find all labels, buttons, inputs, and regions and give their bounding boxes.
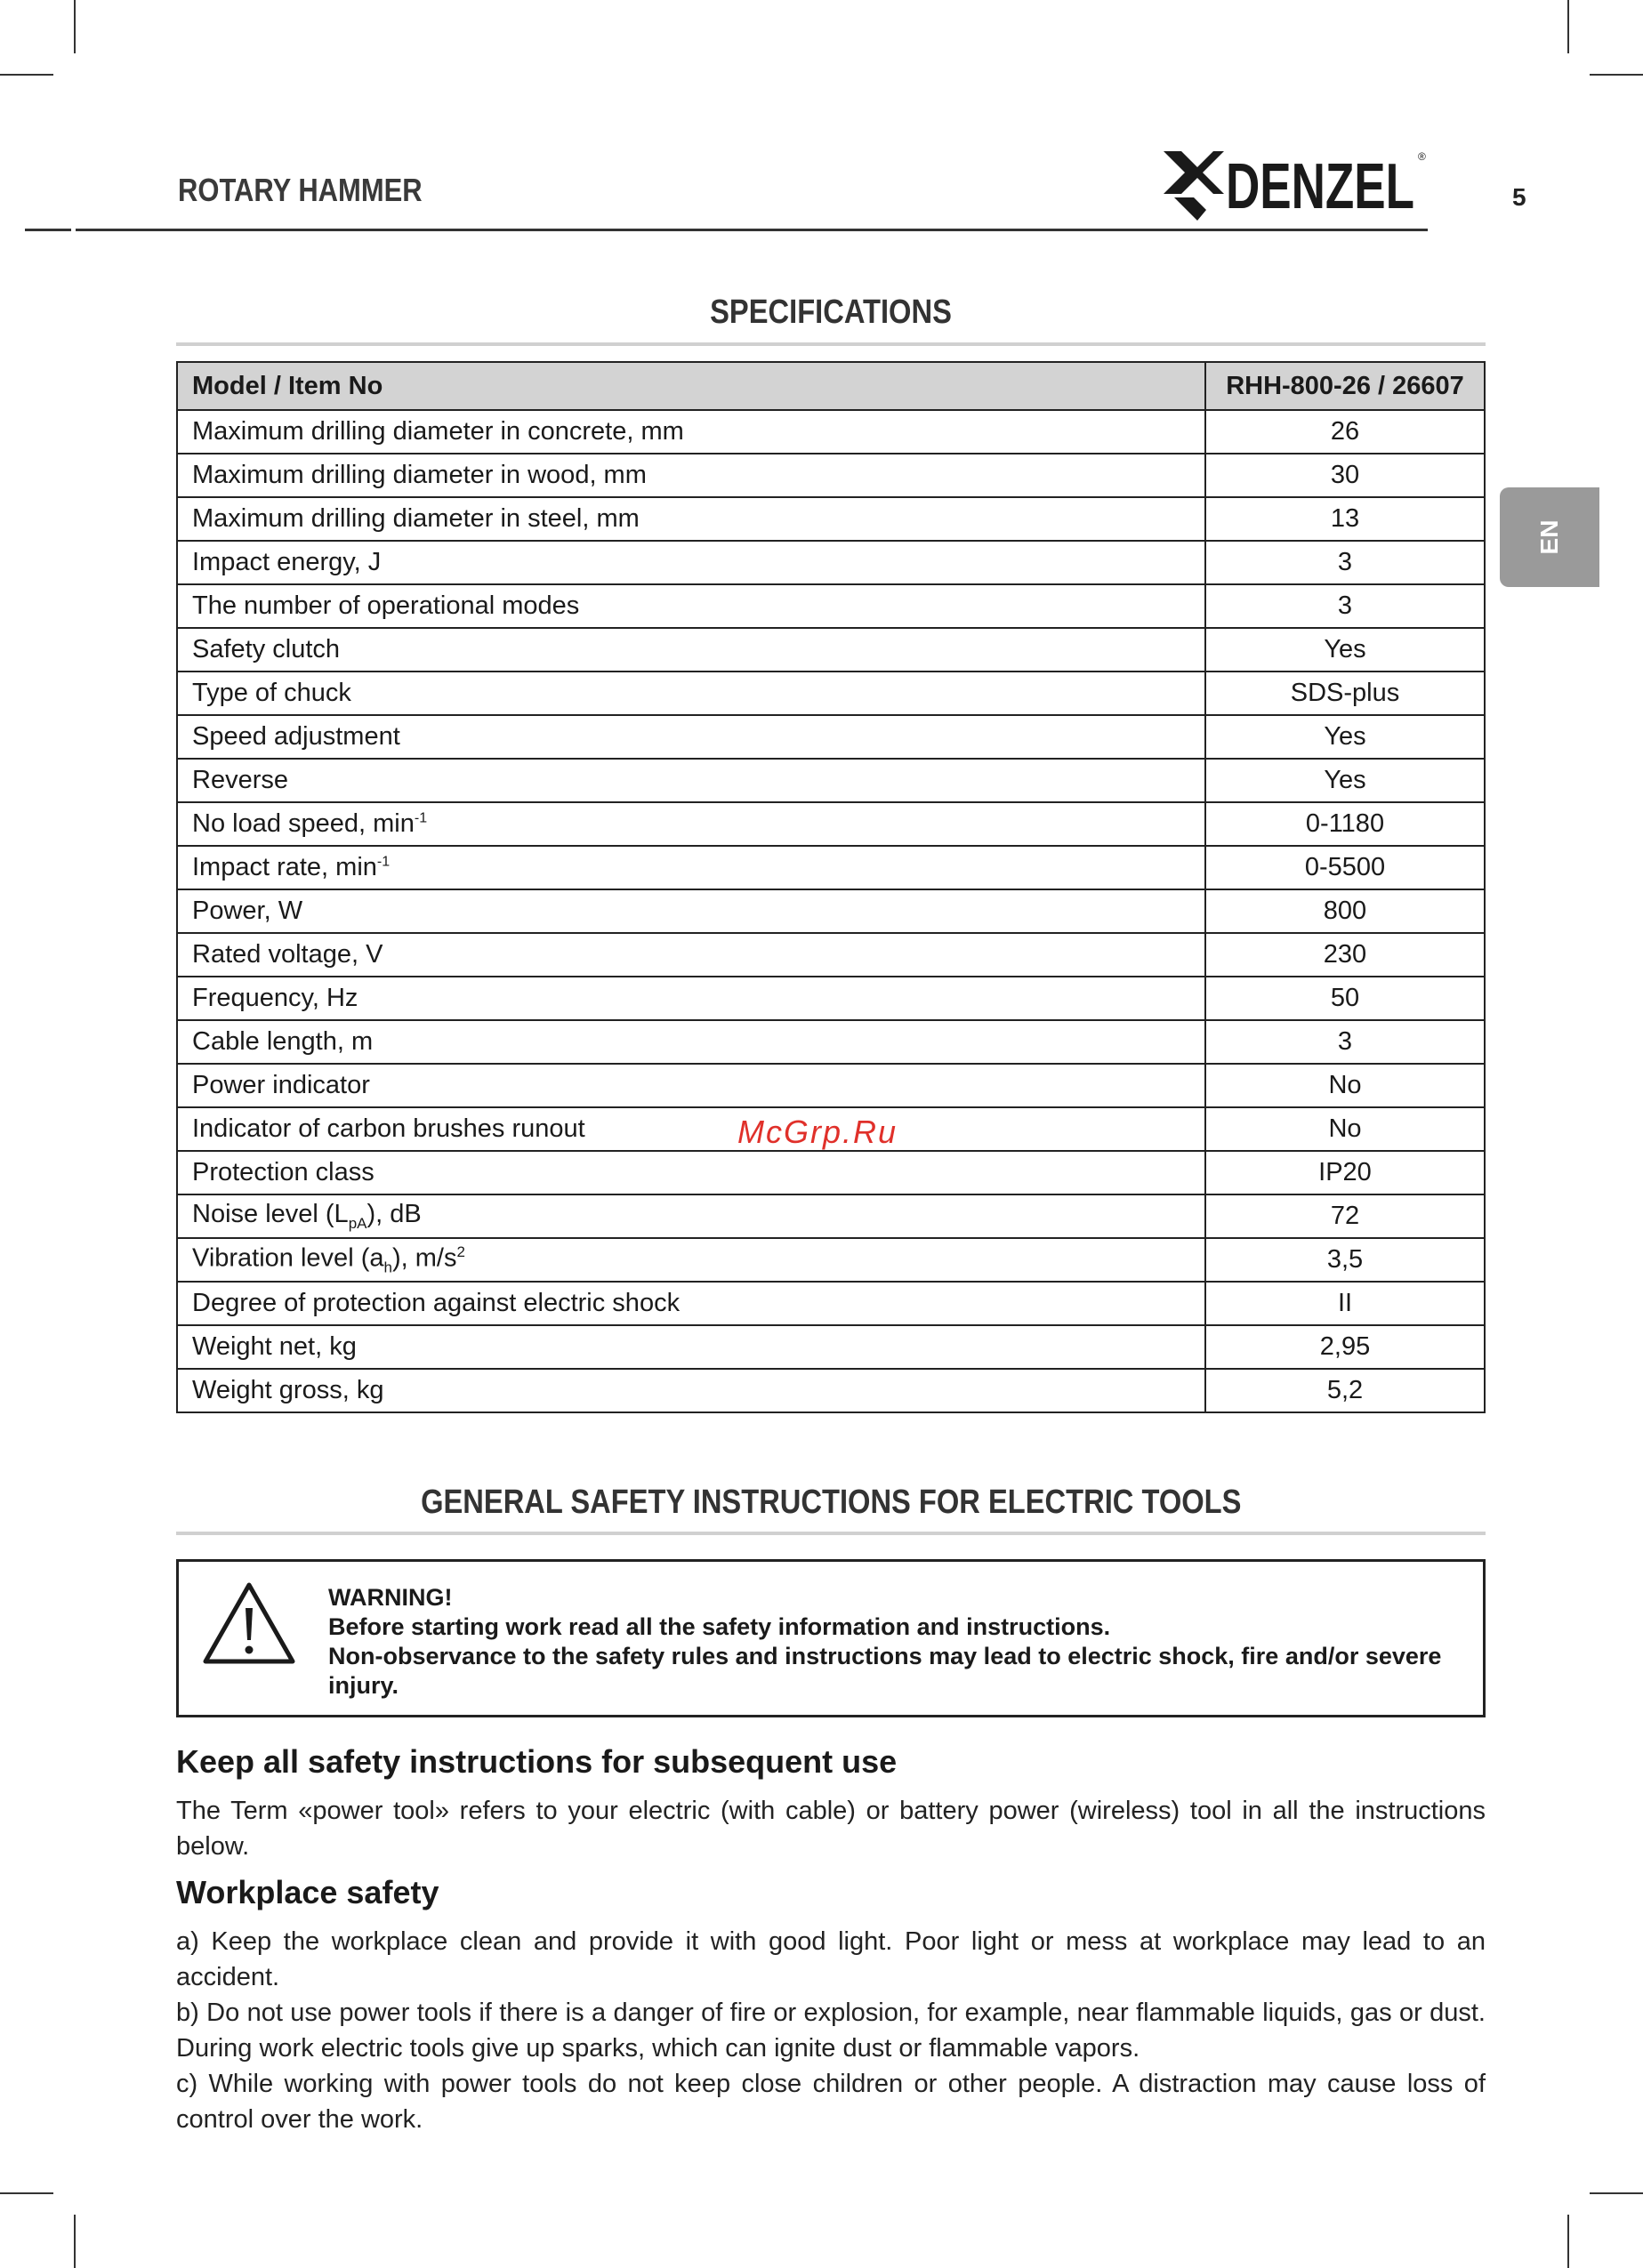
spec-value: 13 — [1205, 497, 1485, 541]
spec-label: Impact energy, J — [177, 541, 1205, 584]
warning-title: WARNING! — [328, 1584, 453, 1611]
table-row — [177, 1282, 1485, 1325]
spec-label: Impact rate, $\min^{-1}$ — [177, 846, 1205, 889]
crop-mark — [0, 2192, 53, 2194]
spec-value: Yes — [1205, 628, 1485, 672]
page-number: 5 — [1512, 183, 1526, 211]
spec-label: Protection class — [177, 1151, 1205, 1194]
header-rule — [25, 229, 71, 231]
spec-value: No — [1205, 1107, 1485, 1151]
header-title: ROTARY HAMMER — [178, 172, 423, 208]
spec-label: Maximum drilling diameter in concrete, mm — [177, 410, 1205, 454]
workplace-rule-a: a) Keep the workplace clean and provide it with good light. Poor light or mess at workplace may lead to an accident. — [176, 1927, 1486, 1991]
spec-label: Power, W — [177, 889, 1205, 933]
crop-mark — [1567, 0, 1569, 53]
crop-mark — [74, 0, 76, 53]
watermark: McGrp.Ru — [737, 1114, 898, 1150]
spec-label: No load speed, $\min^{-1}$ — [177, 802, 1205, 846]
table-row — [177, 889, 1485, 933]
table-row — [177, 541, 1485, 584]
spec-value: 5,2 — [1205, 1369, 1485, 1412]
table-row — [177, 672, 1485, 715]
specifications-table — [176, 361, 1486, 1413]
spec-value: 30 — [1205, 454, 1485, 497]
spec-value: 3 — [1205, 584, 1485, 628]
spec-label: Power indicator — [177, 1064, 1205, 1107]
spec-value: IP20 — [1205, 1151, 1485, 1194]
power-tool-term-paragraph: The Term «power tool» refers to your electric (with cable) or battery power (wireless) tool in all the instructions below. — [176, 1797, 1486, 1861]
spec-label: The number of operational modes — [177, 584, 1205, 628]
spec-label: Maximum drilling diameter in wood, mm — [177, 454, 1205, 497]
spec-label: Rated voltage, V — [177, 933, 1205, 977]
table-row — [177, 497, 1485, 541]
table-row — [177, 1151, 1485, 1194]
specifications-title: SPECIFICATIONS — [710, 294, 952, 331]
spec-label: Vibration level $(a_h)$, $m/s^2$ — [177, 1238, 1205, 1282]
svg-text:DENZEL: DENZEL — [1226, 151, 1414, 222]
language-tab: EN — [1500, 487, 1599, 587]
spec-label: Weight net, kg — [177, 1325, 1205, 1369]
spec-value: 2,95 — [1205, 1325, 1485, 1369]
table-row — [177, 454, 1485, 497]
spec-value: No — [1205, 1064, 1485, 1107]
table-row — [177, 933, 1485, 977]
warning-line: Non-observance to the safety rules and instructions may lead to electric shock, fire and/or severe injury. — [328, 1643, 1442, 1699]
spec-label: Frequency, Hz — [177, 977, 1205, 1020]
spec-label: Indicator of carbon brushes runout — [177, 1107, 1205, 1151]
table-header-row — [177, 362, 1485, 410]
spec-value: 3,5 — [1205, 1238, 1485, 1282]
header-rule — [76, 229, 1428, 231]
table-row — [177, 759, 1485, 802]
spec-label: Speed adjustment — [177, 715, 1205, 759]
workplace-rule-c: c) While working with power tools do not keep close children or other people. A distraction may cause loss of control over the work. — [176, 2070, 1486, 2134]
table-row — [177, 628, 1485, 672]
table-header-value: RHH-800-26 / 26607 — [1205, 362, 1485, 410]
spec-label: Type of chuck — [177, 672, 1205, 715]
spec-value: SDS-plus — [1205, 672, 1485, 715]
warning-box — [176, 1559, 1486, 1717]
warning-triangle-icon — [200, 1580, 298, 1669]
table-row — [177, 802, 1485, 846]
crop-mark — [0, 74, 53, 76]
workplace-rule-b: b) Do not use power tools if there is a danger of fire or explosion, for example, near flammable liquids, gas or dust. During work electric tools give up sparks, which can ignite dust or flammable vapors. — [176, 1999, 1486, 2063]
table-row — [177, 1064, 1485, 1107]
brand-logo — [1162, 142, 1429, 224]
spec-label: Maximum drilling diameter in steel, mm — [177, 497, 1205, 541]
crop-mark — [1590, 74, 1643, 76]
spec-value: 26 — [1205, 410, 1485, 454]
warning-text — [328, 1583, 1465, 1701]
table-row — [177, 584, 1485, 628]
crop-mark — [74, 2215, 76, 2268]
spec-value: 0-1180 — [1205, 802, 1485, 846]
spec-value: 50 — [1205, 977, 1485, 1020]
spec-label: Degree of protection against electric shock — [177, 1282, 1205, 1325]
spec-value: 230 — [1205, 933, 1485, 977]
table-row — [177, 1020, 1485, 1064]
spec-label: Weight gross, kg — [177, 1369, 1205, 1412]
crop-mark — [1567, 2215, 1569, 2268]
crop-mark — [1590, 2192, 1643, 2194]
table-row — [177, 846, 1485, 889]
table-row — [177, 1194, 1485, 1238]
workplace-safety-heading: Workplace safety — [176, 1874, 439, 1910]
table-row — [177, 977, 1485, 1020]
keep-instructions-heading: Keep all safety instructions for subsequent use — [176, 1743, 898, 1780]
safety-title: GENERAL SAFETY INSTRUCTIONS FOR ELECTRIC TOOLS — [420, 1484, 1242, 1521]
table-row — [177, 1369, 1485, 1412]
table-row — [177, 1238, 1485, 1282]
spec-value: 800 — [1205, 889, 1485, 933]
warning-line: Before starting work read all the safety information and instructions. — [328, 1613, 1111, 1640]
table-row — [177, 715, 1485, 759]
spec-value: II — [1205, 1282, 1485, 1325]
spec-value: 3 — [1205, 541, 1485, 584]
spec-value: 0-5500 — [1205, 846, 1485, 889]
table-header-label: Model / Item No — [177, 362, 1205, 410]
section-divider — [176, 1532, 1486, 1535]
svg-text:®: ® — [1418, 150, 1426, 163]
table-row — [177, 1325, 1485, 1369]
spec-label: Noise level $(L_{pA})$, dB — [177, 1194, 1205, 1238]
spec-label: Reverse — [177, 759, 1205, 802]
spec-value: 72 — [1205, 1194, 1485, 1238]
spec-value: Yes — [1205, 759, 1485, 802]
spec-label: Cable length, m — [177, 1020, 1205, 1064]
table-row — [177, 410, 1485, 454]
spec-label: Safety clutch — [177, 628, 1205, 672]
spec-value: 3 — [1205, 1020, 1485, 1064]
spec-value: Yes — [1205, 715, 1485, 759]
section-divider — [176, 342, 1486, 346]
